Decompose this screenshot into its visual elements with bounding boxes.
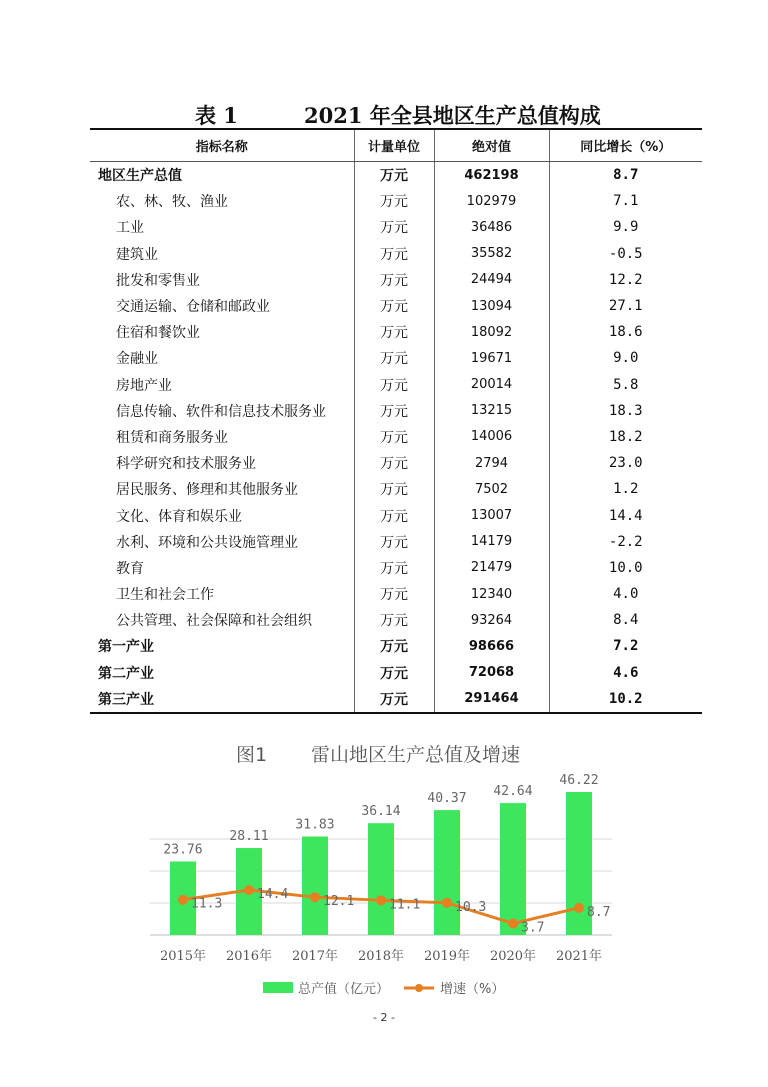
absolute-value-cell: 24494 [434, 267, 549, 293]
bar-data-label: 36.14 [361, 804, 401, 820]
absolute-value-cell: 19671 [434, 345, 549, 371]
absolute-value-cell: 13007 [434, 502, 549, 528]
x-tick-label: 2016年 [225, 949, 273, 964]
absolute-value-cell: 18092 [434, 319, 549, 345]
growth-cell: 8.7 [549, 162, 702, 189]
unit-cell: 万元 [354, 398, 434, 424]
page-number: - 2 - [373, 1011, 395, 1024]
unit-cell: 万元 [354, 581, 434, 607]
indicator-name-cell: 教育 [116, 560, 144, 577]
indicator-name-cell: 第三产业 [90, 686, 354, 713]
indicator-name-cell: 地区生产总值 [98, 168, 182, 185]
growth-point [574, 903, 584, 913]
indicator-name-cell: 信息传输、软件和信息技术服务业 [116, 403, 326, 420]
line-data-label: 8.7 [587, 904, 611, 920]
unit-cell: 万元 [354, 319, 434, 345]
legend-line-label: 增速（%） [440, 982, 505, 997]
x-tick-label: 2020年 [489, 949, 537, 964]
bar-data-label: 40.37 [427, 791, 467, 807]
line-data-label: 14.4 [257, 887, 289, 902]
table-title: 2021 年全县地区生产总值构成 [304, 103, 601, 128]
indicator-name-cell: 公共管理、社会保障和社会组织 [116, 613, 312, 630]
growth-cell: 18.6 [549, 319, 702, 345]
growth-point [244, 885, 254, 895]
indicator-name-cell: 第二产业 [98, 665, 154, 682]
absolute-value-cell: 36486 [434, 214, 549, 240]
unit-cell: 万元 [354, 529, 434, 555]
growth-cell: 5.8 [549, 372, 702, 398]
indicator-name-cell: 金融业 [116, 351, 158, 368]
growth-cell: 27.1 [549, 293, 702, 319]
line-data-label: 11.3 [191, 896, 223, 912]
indicator-name-cell: 第一产业 [98, 639, 154, 656]
absolute-value-cell: 13215 [434, 398, 549, 424]
line-data-label: 11.1 [389, 897, 421, 913]
unit-cell: 万元 [354, 476, 434, 502]
unit-cell: 万元 [354, 607, 434, 633]
unit-cell: 万元 [354, 345, 434, 371]
absolute-value-cell: 13094 [434, 293, 549, 319]
unit-cell: 万元 [354, 241, 434, 267]
bar [434, 810, 460, 935]
growth-cell: 9.0 [549, 345, 702, 371]
unit-cell: 万元 [354, 293, 434, 319]
line-data-label: 10.3 [455, 899, 487, 915]
absolute-value-cell: 72068 [434, 660, 549, 686]
absolute-value-cell: 12340 [434, 581, 549, 607]
absolute-value-cell: 35582 [434, 241, 549, 267]
header-yoy-growth: 同比增长（%） [549, 129, 702, 162]
header-indicator-name: 指标名称 [90, 129, 354, 162]
chart-number: 图1 [236, 744, 268, 766]
bar-data-label: 46.22 [559, 773, 599, 788]
growth-cell: 7.1 [549, 188, 702, 214]
unit-cell: 万元 [354, 502, 434, 528]
bar [368, 823, 394, 935]
growth-cell: 18.3 [549, 398, 702, 424]
header-unit: 计量单位 [354, 129, 434, 162]
absolute-value-cell: 14179 [434, 529, 549, 555]
absolute-value-cell: 462198 [434, 162, 549, 189]
indicator-name-cell: 交通运输、仓储和邮政业 [116, 299, 270, 316]
indicator-name-cell: 居民服务、修理和其他服务业 [116, 482, 298, 499]
line-data-label: 12.1 [323, 894, 355, 910]
bar [500, 803, 526, 935]
growth-point [442, 898, 452, 908]
indicator-name-cell: 农、林、牧、渔业 [116, 194, 228, 211]
bar [302, 837, 328, 935]
growth-cell: 18.2 [549, 424, 702, 450]
legend-bar-label: 总产值（亿元） [298, 982, 390, 997]
growth-point [508, 918, 518, 928]
indicator-name-cell: 工业 [116, 220, 144, 237]
unit-cell: 万元 [354, 267, 434, 293]
growth-cell: 10.2 [549, 686, 702, 713]
bar-data-label: 42.64 [493, 784, 533, 800]
unit-cell: 万元 [354, 188, 434, 214]
unit-cell: 万元 [354, 214, 434, 240]
growth-cell: 8.4 [549, 607, 702, 633]
bar-data-label: 31.83 [295, 817, 335, 833]
x-tick-label: 2018年 [357, 949, 405, 964]
absolute-value-cell: 98666 [434, 633, 549, 659]
line-data-label: 3.7 [521, 920, 545, 936]
indicator-name-cell: 建筑业 [116, 246, 158, 263]
indicator-name-cell: 批发和零售业 [116, 272, 200, 289]
growth-cell: 4.6 [549, 660, 702, 686]
absolute-value-cell: 93264 [434, 607, 549, 633]
x-tick-label: 2017年 [291, 949, 339, 964]
indicator-name-cell: 租赁和商务服务业 [116, 429, 228, 446]
table-number: 表 1 [195, 103, 238, 128]
growth-cell: -0.5 [549, 241, 702, 267]
growth-cell: -2.2 [549, 529, 702, 555]
growth-cell: 1.2 [549, 476, 702, 502]
unit-cell: 万元 [354, 162, 434, 189]
bar-data-label: 28.11 [229, 829, 269, 845]
absolute-value-cell: 7502 [434, 476, 549, 502]
x-tick-label: 2019年 [423, 949, 471, 964]
chart-title: 雷山地区生产总值及增速 [311, 744, 521, 766]
indicator-name-cell: 房地产业 [116, 377, 172, 394]
legend-bar-swatch [263, 982, 293, 993]
indicator-name-cell: 水利、环境和公共设施管理业 [116, 534, 298, 551]
growth-cell: 10.0 [549, 555, 702, 581]
absolute-value-cell: 21479 [434, 555, 549, 581]
growth-point [310, 892, 320, 902]
legend-line-marker [415, 984, 423, 992]
absolute-value-cell: 291464 [434, 686, 549, 713]
indicator-name-cell: 住宿和餐饮业 [116, 325, 200, 342]
unit-cell: 万元 [354, 555, 434, 581]
absolute-value-cell: 2794 [434, 450, 549, 476]
growth-cell: 14.4 [549, 502, 702, 528]
bar-data-label: 23.76 [163, 842, 203, 858]
unit-cell: 万元 [354, 686, 434, 713]
growth-cell: 9.9 [549, 214, 702, 240]
growth-cell: 12.2 [549, 267, 702, 293]
growth-cell: 4.0 [549, 581, 702, 607]
unit-cell: 万元 [354, 660, 434, 686]
indicator-name-cell: 科学研究和技术服务业 [116, 456, 256, 473]
unit-cell: 万元 [354, 450, 434, 476]
x-tick-label: 2021年 [555, 949, 603, 964]
header-absolute-value: 绝对值 [434, 129, 549, 162]
indicator-name-cell: 文化、体育和娱乐业 [116, 508, 242, 525]
absolute-value-cell: 102979 [434, 188, 549, 214]
unit-cell: 万元 [354, 372, 434, 398]
growth-cell: 23.0 [549, 450, 702, 476]
absolute-value-cell: 14006 [434, 424, 549, 450]
unit-cell: 万元 [354, 633, 434, 659]
growth-point [178, 895, 188, 905]
growth-point [376, 895, 386, 905]
unit-cell: 万元 [354, 424, 434, 450]
growth-cell: 7.2 [549, 633, 702, 659]
x-tick-label: 2015年 [159, 949, 207, 964]
indicator-name-cell: 卫生和社会工作 [116, 587, 214, 604]
absolute-value-cell: 20014 [434, 372, 549, 398]
